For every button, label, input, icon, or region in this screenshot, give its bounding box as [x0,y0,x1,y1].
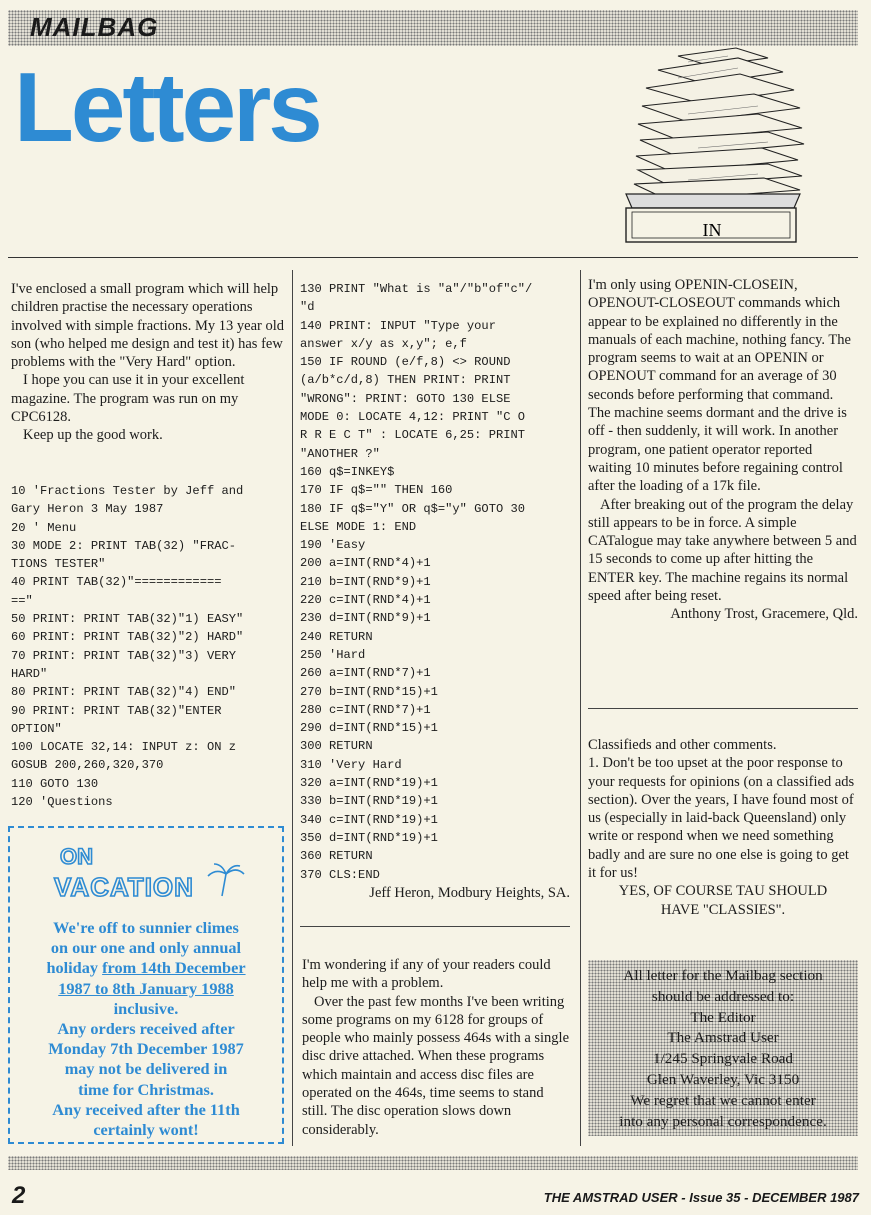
code-line: 240 RETURN [300,629,373,644]
code-line: answer x/y as x,y"; e,f [300,336,467,351]
letter-3-paragraph: 1. Don't be too upset at the poor response to your requests for opinions (on a classified ads section). Over the years, I have found most of us (especially in laid-back Queensland) only write or respond when we need something badly and are sure no one else is going to get it for us! [588,755,855,882]
letter-2-paragraph: After breaking out of the program the delay still appears to be in force. A simple CATalogue may take anywhere between 5 and 15 seconds to come up after hitting the ENTER key. The machine regains its normal speed after being reset. [588,496,857,605]
vacation-notice [8,826,284,1144]
address-line: should be addressed to: [651,987,795,1005]
divider-col3 [588,708,858,709]
code-line: "d [300,300,315,315]
code-line: 350 d=INT(RND*19)+1 [300,830,438,845]
program-listing-part-2 [300,280,576,884]
vacation-line: inclusive. [113,998,179,1018]
letter-1-intro [11,280,285,445]
page-number: 2 [12,1182,26,1209]
vacation-line: Monday 7th December 1987 [48,1039,244,1059]
on-vacation-logo [50,840,250,904]
program-listing-part-1 [11,482,289,811]
code-line: R R E C T" : LOCATE 6,25: PRINT [300,428,525,443]
vacation-logo-line-2: VACATION [54,872,194,902]
letter-1-paragraph: I've enclosed a small program which will help children practise the necessary operations involved with simple fractions. My 13 year old son (who helped me design and test it) has few problems with the "Very Hard" option. [11,281,285,371]
code-line: 20 ' Menu [11,520,77,535]
address-line: into any personal correspondence. [619,1112,827,1130]
vacation-line-prefix: holiday [46,958,103,978]
code-line: GOSUB 200,260,320,370 [11,758,164,773]
column-rule-2 [580,270,581,1146]
address-box [588,960,858,1136]
editor-reply: HAVE "CLASSIES". [660,901,786,918]
code-line: 90 PRINT: PRINT TAB(32)"ENTER [11,703,222,718]
footer-credit: THE AMSTRAD USER - Issue 35 - DECEMBER 1987 [543,1190,859,1205]
vacation-line: We're off to sunnier climes [53,918,239,937]
code-line: 70 PRINT: PRINT TAB(32)"3) VERY [11,648,236,663]
code-line: OPTION" [11,721,62,736]
code-line: 160 q$=INKEY$ [300,464,395,479]
vacation-line: certainly wont! [93,1120,199,1140]
vacation-line: may not be delivered in [64,1059,228,1079]
address-text [588,966,858,1132]
code-line: 310 'Very Hard [300,757,402,772]
letter-1-signature: Jeff Heron, Modbury Heights, SA. [369,885,570,901]
section-tag: MAILBAG [30,12,159,42]
letter-2-paragraph: I'm only using OPENIN-CLOSEIN, OPENOUT-CLOSEOUT commands which appear to be explained no differently in the manuals of each machine, nothing fancy. The program seems to wait at an OPENIN or OPENOUT command for an average of 30 seconds before performing that command. The machine seems dormant and the drive is off - then suddenly, it will work. In another program, one patient operator reported waiting 10 minutes before regaining control after the loading of a 17k file. [588,277,851,495]
code-line: ==" [11,593,33,608]
code-line: 210 b=INT(RND*9)+1 [300,574,431,589]
code-line: HARD" [11,666,48,681]
footer-band [8,1156,858,1170]
code-line: 100 LOCATE 32,14: INPUT z: ON z [11,740,236,755]
code-line: 30 MODE 2: PRINT TAB(32) "FRAC- [11,538,236,553]
code-line: 10 'Fractions Tester by Jeff and [11,484,244,498]
vacation-line: Any orders received after [57,1019,235,1039]
letter-2-paragraph: Over the past few months I've been writing some programs on my 6128 for groups of people who mainly possess 464s with a single disc drive attached. When these programs which maintain and access disc files are operated on the 464s, time seems to stand still. The disc operation slows down considerably. [302,993,570,1138]
code-line: 280 c=INT(RND*7)+1 [300,702,431,717]
vacation-dates-start: from 14th December [102,958,246,978]
vacation-line [10,958,282,978]
vacation-line: time for Christmas. [78,1079,214,1099]
code-line: 120 'Questions [11,795,113,810]
letter-3 [588,736,858,919]
code-line: "WRONG": PRINT: GOTO 130 ELSE [300,391,511,406]
code-line: 140 PRINT: INPUT "Type your [300,318,496,333]
in-tray-illustration [618,44,808,250]
address-line: 1/245 Springvale Road [652,1050,794,1068]
code-line: 110 GOTO 130 [11,776,99,791]
vacation-line [10,979,282,999]
code-line: (a/b*c/d,8) THEN PRINT: PRINT [300,373,511,388]
code-line: 320 a=INT(RND*19)+1 [300,776,438,791]
code-line: MODE 0: LOCATE 4,12: PRINT "C O [300,410,525,425]
code-line: 250 'Hard [300,647,366,662]
code-line: 40 PRINT TAB(32)"============ [11,575,222,590]
code-line: 50 PRINT: PRINT TAB(32)"1) EASY" [11,612,244,627]
code-line: 60 PRINT: PRINT TAB(32)"2) HARD" [11,630,244,645]
code-line: 360 RETURN [300,849,373,864]
vacation-message [10,918,282,1140]
letter-3-paragraph: Classifieds and other comments. [588,737,777,753]
code-line: 200 a=INT(RND*4)+1 [300,556,431,571]
address-line: We regret that we cannot enter [630,1091,816,1109]
code-line: 180 IF q$="Y" OR q$="y" GOTO 30 [300,501,525,516]
code-line: ELSE MODE 1: END [300,519,417,534]
vacation-line: on our one and only annual [50,938,242,958]
address-line: All letter for the Mailbag section [623,967,823,984]
in-tray-label: IN [702,220,722,240]
code-line: 340 c=INT(RND*19)+1 [300,812,438,827]
code-line: 230 d=INT(RND*9)+1 [300,611,431,626]
column-rule-1 [292,270,293,1146]
letter-1-paragraph: I hope you can use it in your excellent magazine. The program was run on my CPC6128. [11,372,245,426]
letter-2-paragraph: I'm wondering if any of your readers could help me with a problem. [302,957,551,992]
letter-1-paragraph: Keep up the good work. [23,427,163,444]
code-line: 270 b=INT(RND*15)+1 [300,684,438,699]
code-line: 330 b=INT(RND*19)+1 [300,794,438,809]
code-line: 300 RETURN [300,739,373,754]
page-title: Letters [14,52,320,162]
code-line: 370 CLS:END [300,867,380,882]
header-rule [8,257,858,258]
editor-reply: YES, OF COURSE TAU SHOULD [618,883,828,900]
vacation-line: Any received after the 11th [52,1099,240,1119]
code-line: 170 IF q$="" THEN 160 [300,483,453,498]
address-line: Glen Waverley, Vic 3150 [646,1070,800,1088]
code-line: 80 PRINT: PRINT TAB(32)"4) END" [11,685,236,700]
code-line: TIONS TESTER" [11,557,106,572]
letter-2-continued [588,276,858,624]
code-line: 190 'Easy [300,538,366,553]
address-line: The Amstrad User [667,1029,779,1047]
code-line: 150 IF ROUND (e/f,8) <> ROUND [300,355,511,370]
divider-col2 [300,926,570,927]
code-line: 130 PRINT "What is "a"/"b"of"c"/ [300,282,533,296]
code-line: Gary Heron 3 May 1987 [11,502,164,517]
vacation-dates-range: 1987 to 8th January 1988 [58,978,234,998]
code-line: 290 d=INT(RND*15)+1 [300,721,438,736]
vacation-logo-line-1: ON [60,844,93,869]
code-line: 260 a=INT(RND*7)+1 [300,666,431,681]
letter-2-start [302,956,572,1139]
code-line: "ANOTHER ?" [300,446,380,461]
palm-tree-icon [208,864,244,896]
address-line: The Editor [690,1008,756,1026]
code-line: 220 c=INT(RND*4)+1 [300,593,431,608]
letter-2-signature: Anthony Trost, Gracemere, Qld. [670,606,858,623]
